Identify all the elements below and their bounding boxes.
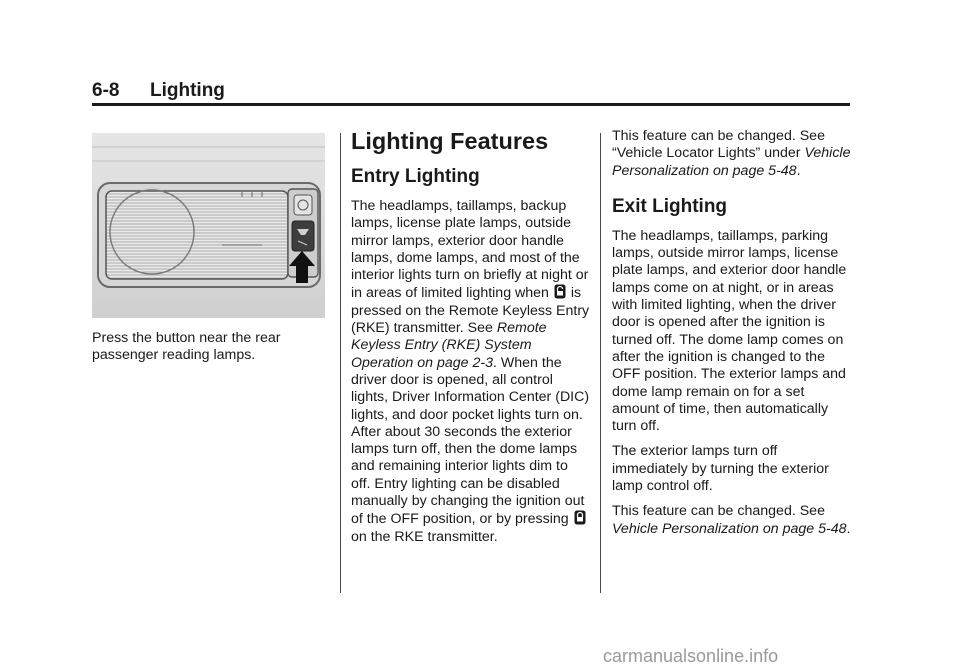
column-divider-left: [340, 133, 341, 593]
paragraph-text: This feature can be changed. See: [612, 503, 825, 520]
header-rule: [92, 103, 850, 106]
paragraph-text: This feature can be changed. See “Vehicle Locator Lights” under: [612, 128, 825, 162]
figure-caption: Press the button near the rear passenger reading lamps.: [92, 330, 281, 364]
page-header: [92, 80, 850, 104]
middle-column: [351, 128, 591, 554]
paragraph-text: .: [846, 520, 851, 537]
paragraph-text: . When the driver door is opened, all control lights, Driver Information Center (DIC) lights, and door pocket lights turn on. After about 30 seconds the exterior lamps turn off, then the dome lamps and remaining interior lights dim to off. Entry lighting can be disabled manually by changing the ignition out of the OFF position, or by pressing: [351, 354, 590, 528]
personalization-link[interactable]: Vehicle Personalization on page 5-48: [612, 145, 851, 179]
rke-reference-link[interactable]: Remote Keyless Entry (RKE) System Operation on page 2-3: [351, 320, 547, 371]
exit-lighting-paragraph: The headlamps, taillamps, parking lamps, outside mirror lamps, license plate lamps, and exterior door handle lamps come on at night, or in areas with limited lighting, when the driver door is opened after the ignition is turned off. The dome lamp comes on after the ignition is changed to the OFF position. The exterior lamps and dome lamp remain on for a set amount of time, then automatically turn off.: [612, 227, 847, 435]
column-divider-right: [600, 133, 601, 593]
reading-lamp-illustration: [92, 133, 325, 318]
locator-lights-note: [612, 128, 852, 180]
right-column: [612, 128, 852, 546]
personalization-link[interactable]: Vehicle Personalization on page 5-48: [612, 520, 847, 537]
entry-lighting-heading: Entry Lighting: [351, 166, 480, 187]
section-title: Lighting: [150, 80, 225, 101]
page-number: 6-8: [92, 80, 120, 101]
paragraph-text: on the RKE transmitter.: [351, 528, 498, 545]
paragraph-text: The headlamps, taillamps, backup lamps, license plate lamps, outside mirror lamps, exterior door handle lamps, dome lamps, and most of the interior lights turn on briefly at night or in areas of limited lighting when: [351, 198, 589, 302]
lock-icon: [574, 510, 586, 525]
exterior-lamps-paragraph: The exterior lamps turn off immediately by turning the exterior lamp control off.: [612, 443, 829, 495]
exit-lighting-heading: Exit Lighting: [612, 195, 728, 217]
left-column: [92, 330, 332, 373]
watermark: carmanualsonline.info: [603, 646, 779, 666]
entry-lighting-paragraph: [351, 198, 591, 546]
paragraph-text: .: [796, 162, 801, 179]
personalization-note: [612, 503, 852, 538]
unlock-icon: [554, 284, 566, 299]
paragraph-text: is pressed on the Remote Keyless Entry (RKE) transmitter. See: [351, 285, 590, 337]
section-heading: Lighting Features: [351, 128, 549, 154]
